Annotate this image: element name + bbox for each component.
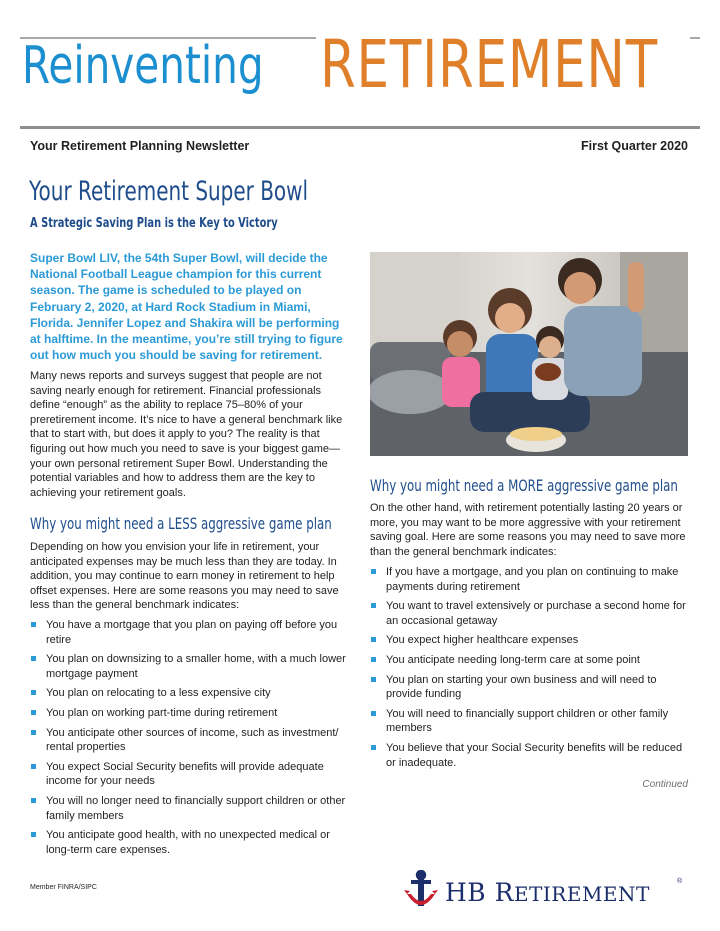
heading-more-aggressive: Why you might need a MORE aggressive game plan	[370, 476, 678, 495]
finra-disclosure: Member FINRA/SIPC	[30, 884, 97, 891]
masthead-top-rule-right	[690, 37, 700, 39]
square-bullet-icon	[371, 677, 376, 682]
heading-less-aggressive: Why you might need a LESS aggressive game plan	[30, 514, 332, 533]
masthead-word-retirement: RETIREMENT	[320, 26, 658, 103]
list-item	[30, 618, 350, 647]
list-item	[30, 686, 350, 701]
family-watching-football-photo	[370, 252, 688, 456]
list-item-text: You anticipate good health, with no unexpected medical or long-term care expenses.	[46, 829, 330, 856]
list-item	[30, 652, 350, 681]
square-bullet-icon	[31, 798, 36, 803]
list-item-text: You plan on working part-time during retirement	[46, 706, 278, 719]
square-bullet-icon	[31, 832, 36, 837]
list-item-text: You believe that your Social Security benefits will be reduced or inadequate.	[386, 741, 683, 769]
list-item-text: If you have a mortgage, and you plan on continuing to make payments during retirement	[386, 566, 679, 593]
logo-r: R	[494, 878, 514, 907]
less-aggressive-list	[30, 618, 350, 862]
more-aggressive-list	[370, 565, 688, 775]
paragraph-less-intro: Depending on how you envision your life in retirement, your anticipated expenses may be much less than they are today. In addition, you may continue to earn money in retirement to help offset expenses. Here are some reasons you may need to save less than the general benchmark indicates:	[30, 541, 339, 612]
logo-hb: HB	[445, 878, 495, 907]
square-bullet-icon	[31, 690, 36, 695]
list-item	[370, 653, 688, 668]
logo-wordmark	[445, 878, 650, 907]
registered-mark: ®	[677, 878, 683, 885]
paragraph-more-intro: On the other hand, with retirement potentially lasting 20 years or more, you may want to be more aggressive with your retirement saving goal. Here are some reasons you may need to save more than the general benchmark indicates:	[370, 502, 686, 558]
list-item	[30, 794, 350, 823]
list-item-text: You want to travel extensively or purchase a second home for an occasional getaway	[386, 600, 686, 627]
list-item	[370, 633, 688, 648]
paragraph-benchmark: Many news reports and surveys suggest that people are not saving nearly enough for retirement. Financial professionals define “enough” as the ability to replace 75–80% of your preretirement income. It’s nice to have a general benchmark like that to start with, but does it apply to you? The reality is that figuring out how much you need to save is your biggest game— your own personal retirement Super Bowl. Understanding the potential variables and how to address them are the key to achieving your retirement goals.	[30, 370, 343, 499]
square-bullet-icon	[371, 637, 376, 642]
article-title: Your Retirement Super Bowl	[29, 176, 309, 207]
list-item-text: You will no longer need to financially support children or other family members	[46, 794, 346, 822]
list-item	[370, 599, 688, 628]
square-bullet-icon	[371, 745, 376, 750]
list-item	[370, 565, 688, 594]
list-item-text: You expect higher healthcare expenses	[386, 634, 579, 647]
newsletter-subtitle: Your Retirement Planning Newsletter	[30, 139, 250, 153]
square-bullet-icon	[371, 569, 376, 574]
list-item	[370, 741, 688, 770]
list-item-text: You plan on relocating to a less expensive city	[46, 687, 271, 700]
issue-date: First Quarter 2020	[581, 139, 688, 153]
square-bullet-icon	[31, 622, 36, 627]
masthead-bottom-rule	[20, 126, 700, 129]
masthead-word-reinventing: Reinventing	[22, 36, 264, 96]
square-bullet-icon	[371, 711, 376, 716]
list-item-text: You plan on downsizing to a smaller home, with a much lower mortgage payment	[46, 653, 346, 680]
list-item	[30, 828, 350, 857]
logo-etirement: ETIREMENT	[513, 882, 650, 906]
square-bullet-icon	[31, 730, 36, 735]
square-bullet-icon	[31, 656, 36, 661]
list-item	[30, 706, 350, 721]
article-tagline: A Strategic Saving Plan is the Key to Victory	[30, 216, 278, 231]
list-item-text: You anticipate other sources of income, such as investment/ rental properties	[46, 726, 339, 754]
photo-illustration	[370, 252, 688, 456]
list-item-text: You will need to financially support children or other family members	[386, 707, 669, 735]
list-item-text: You expect Social Security benefits will provide adequate income for your needs	[46, 760, 324, 788]
list-item-text: You plan on starting your own business and will need to provide funding	[386, 673, 657, 701]
list-item	[370, 707, 688, 736]
article-intro: Super Bowl LIV, the 54th Super Bowl, will decide the National Football League champion for this current season. The game is scheduled to be played on February 2, 2020, at Hard Rock Stadium in Miami, Florida. Jennifer Lopez and Shakira will be performing at halftime. In the meantime, you’re still trying to figure out how much you should be saving for retirement.	[30, 251, 343, 363]
square-bullet-icon	[31, 710, 36, 715]
list-item	[30, 760, 350, 789]
list-item	[30, 726, 350, 755]
list-item	[370, 673, 688, 702]
square-bullet-icon	[371, 603, 376, 608]
square-bullet-icon	[31, 764, 36, 769]
anchor-icon	[404, 870, 438, 914]
list-item-text: You have a mortgage that you plan on paying off before you retire	[46, 619, 338, 646]
list-item-text: You anticipate needing long-term care at some point	[386, 653, 640, 666]
square-bullet-icon	[371, 657, 376, 662]
continued-label: Continued	[642, 779, 688, 790]
